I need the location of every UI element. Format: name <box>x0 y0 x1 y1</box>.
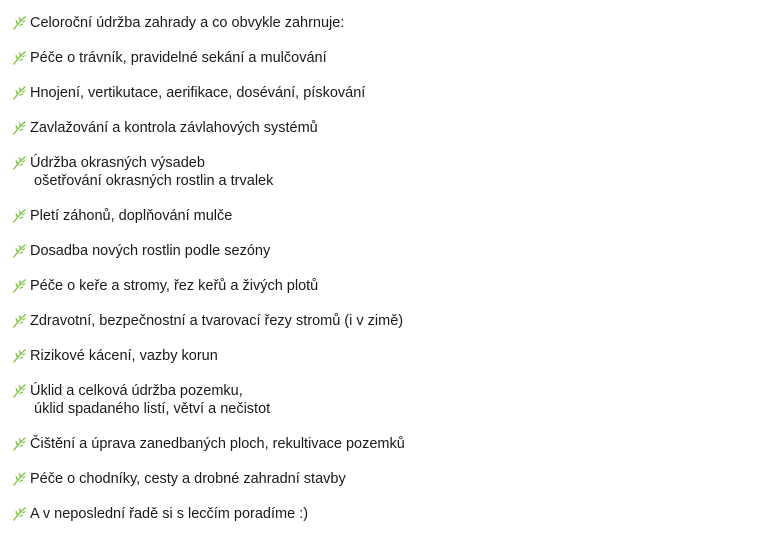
list-item <box>12 382 405 418</box>
list-item-subtext: úklid spadaného listí, větví a nečistot <box>34 401 271 417</box>
list-item-subtext: ošetřování okrasných rostlin a trvalek <box>34 173 274 189</box>
list-item <box>12 119 405 137</box>
list-item <box>12 312 405 330</box>
leaf-icon <box>12 50 27 65</box>
leaf-icon <box>12 15 27 30</box>
leaf-icon <box>12 506 27 521</box>
list-item-text: Péče o keře a stromy, řez keřů a živých plotů <box>30 278 319 294</box>
list-item-text: Celoroční údržba zahrady a co obvykle zahrnuje: <box>30 15 345 31</box>
list-item-text: Hnojení, vertikutace, aerifikace, dosévání, pískování <box>30 85 366 101</box>
list-item-text: A v neposlední řadě si s lecčím poradíme :) <box>30 506 309 522</box>
list-item <box>12 277 405 295</box>
list-item <box>12 435 405 453</box>
list-item-text: Zavlažování a kontrola závlahových systémů <box>30 120 318 136</box>
list-item-text: Péče o chodníky, cesty a drobné zahradní stavby <box>30 471 346 487</box>
list-item <box>12 242 405 260</box>
leaf-icon <box>12 85 27 100</box>
list-item-text: Čištění a úprava zanedbaných ploch, rekultivace pozemků <box>30 436 405 452</box>
leaf-icon <box>12 383 27 398</box>
leaf-icon <box>12 313 27 328</box>
list-item <box>12 347 405 365</box>
list-item <box>12 14 405 32</box>
leaf-icon <box>12 243 27 258</box>
list-item-text: Úklid a celková údržba pozemku, <box>30 383 243 399</box>
leaf-icon <box>12 120 27 135</box>
list-item <box>12 207 405 225</box>
list-item-text: Zdravotní, bezpečnostní a tvarovací řezy stromů (i v zimě) <box>30 313 404 329</box>
leaf-icon <box>12 208 27 223</box>
leaf-icon <box>12 155 27 170</box>
leaf-icon <box>12 278 27 293</box>
list-item-text: Údržba okrasných výsadeb <box>30 155 205 171</box>
list-item <box>12 84 405 102</box>
list-item <box>12 505 405 523</box>
list-item <box>12 154 405 190</box>
list-item-text: Dosadba nových rostlin podle sezóny <box>30 243 271 259</box>
list-item <box>12 470 405 488</box>
list-item-text: Rizikové kácení, vazby korun <box>30 348 218 364</box>
service-list <box>12 14 405 540</box>
list-item-text: Péče o trávník, pravidelné sekání a mulčování <box>30 50 327 66</box>
leaf-icon <box>12 471 27 486</box>
leaf-icon <box>12 348 27 363</box>
leaf-icon <box>12 436 27 451</box>
list-item <box>12 49 405 67</box>
list-item-text: Pletí záhonů, doplňování mulče <box>30 208 233 224</box>
